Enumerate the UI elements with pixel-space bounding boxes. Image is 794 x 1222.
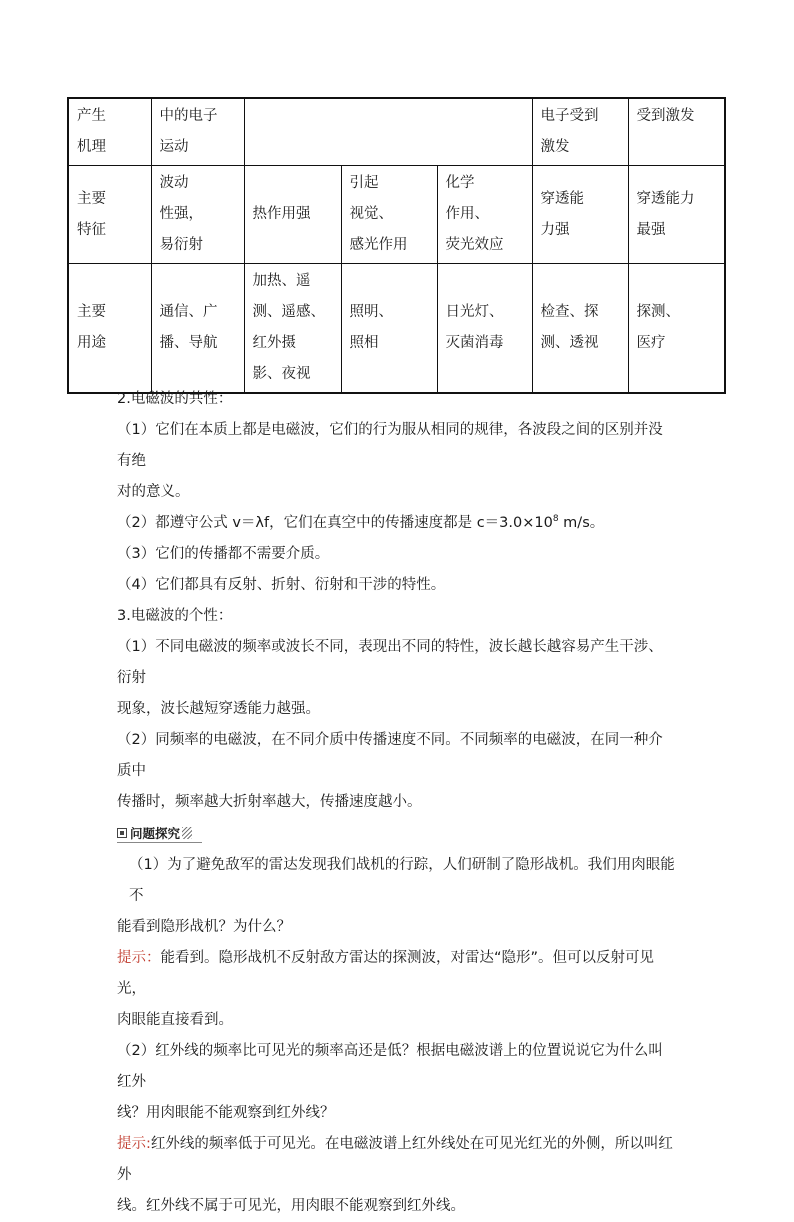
commonality-title: 2.电磁波的共性： <box>117 391 233 407</box>
cell-line: 照相 <box>349 335 379 351</box>
answer-1-label: 提示： <box>117 950 161 966</box>
table-cell <box>437 264 532 394</box>
commonality-1 <box>117 415 677 477</box>
cell-line: 主要 <box>77 304 106 320</box>
cell-line: 电子受到 <box>540 108 599 124</box>
explore-tag-label: 问题探究 <box>130 825 181 841</box>
cell-line: 检查、探 <box>540 304 599 320</box>
cell-line: 中的电子 <box>159 108 218 124</box>
table-cell <box>628 98 725 166</box>
table-cell <box>532 264 628 394</box>
table-row <box>68 264 725 394</box>
em-spectrum-table <box>67 97 726 394</box>
hatch-decoration-icon <box>182 827 192 839</box>
table-cell <box>341 166 437 264</box>
answer-1-text: 能看到。隐形战机不反射敌方雷达的探测波，对雷达“隐形”。但可以反射可见光， <box>117 950 655 997</box>
question-2-cont: 线？用肉眼能不能观察到红外线？ <box>117 1105 335 1121</box>
cell-line: 影、夜视 <box>252 366 311 382</box>
cell-line: 通信、广 <box>159 304 218 320</box>
cell-line: 感光作用 <box>349 237 408 253</box>
table-cell <box>532 98 628 166</box>
cell-line: 性强， <box>159 206 203 222</box>
cell-line: 引起 <box>349 175 379 191</box>
cell-line: 播、导航 <box>159 335 218 351</box>
individuality-title: 3.电磁波的个性： <box>117 608 233 624</box>
answer-1 <box>117 943 677 1005</box>
commonality-1-cont: 对的意义。 <box>117 484 190 500</box>
question-1: （1）为了避免敌军的雷达发现我们战机的行踪，人们研制了隐形战机。我们用肉眼能不 <box>129 857 675 904</box>
cell-line: 用途 <box>77 335 106 351</box>
table-cell <box>244 264 341 394</box>
c2-text: （2）都遵守公式 v＝λf，它们在真空中的传播速度都是 c＝3.0×10 <box>117 515 553 531</box>
cell-line: 穿透能 <box>540 190 585 207</box>
cell-line: 照明、 <box>349 304 393 320</box>
table-cell <box>437 166 532 264</box>
explore-tag <box>117 824 202 843</box>
cell-line: 受到激发 <box>636 108 695 124</box>
question-2: （2）红外线的频率比可见光的频率高还是低？根据电磁波谱上的位置说说它为什么叫红外 <box>117 1043 663 1090</box>
cell-line: 灭菌消毒 <box>445 335 504 351</box>
table-cell <box>68 166 151 264</box>
box-icon <box>117 828 127 838</box>
commonality-3: （3）它们的传播都不需要介质。 <box>117 546 330 562</box>
cell-line: 视觉、 <box>349 206 393 222</box>
c2-unit: m/s。 <box>558 515 605 531</box>
table-cell <box>628 166 725 264</box>
table-cell <box>244 98 532 166</box>
individuality-2-cont: 传播时，频率越大折射率越大，传播速度越小。 <box>117 794 422 810</box>
cell-line: 测、遥感、 <box>252 304 325 320</box>
cell-line: 力强 <box>540 221 570 238</box>
cell-line: 易衍射 <box>159 237 203 253</box>
c1-line1: （1）它们在本质上都是电磁波，它们的行为服从相同的规律，各波段之间的区别并没有绝 <box>117 422 663 469</box>
cell-line: 机理 <box>77 139 106 155</box>
table-row <box>68 166 725 264</box>
cell-line: 医疗 <box>636 335 666 351</box>
question-1-cont: 能看到隐形战机？为什么？ <box>117 919 291 935</box>
answer-2-label: 提示: <box>117 1136 151 1152</box>
cell-line: 特征 <box>77 221 106 238</box>
cell-line: 加热、遥 <box>252 273 311 289</box>
answer-2-cont: 线。红外线不属于可见光，用肉眼不能观察到红外线。 <box>117 1198 465 1214</box>
cell-line: 运动 <box>159 139 189 155</box>
cell-line: 主要 <box>77 190 106 207</box>
table-cell <box>532 166 628 264</box>
answer-2 <box>117 1129 677 1191</box>
main-text <box>117 384 677 1222</box>
cell-line: 荧光效应 <box>445 237 504 253</box>
cell-line: 化学 <box>445 175 475 191</box>
individuality-2: （2）同频率的电磁波，在不同介质中传播速度不同。不同频率的电磁波，在同一种介质中 <box>117 732 663 779</box>
commonality-4: （4）它们都具有反射、折射、衍射和干涉的特性。 <box>117 577 446 593</box>
table-cell <box>68 264 151 394</box>
cell-line: 探测、 <box>636 304 681 320</box>
cell-line: 作用、 <box>445 206 489 222</box>
answer-2-text: 红外线的频率低于可见光。在电磁波谱上红外线处在可见光红光的外侧，所以叫红外 <box>117 1136 673 1183</box>
cell-line: 穿透能力 <box>636 190 695 207</box>
c2-exponent: 8 <box>552 514 559 525</box>
cell-line: 产生 <box>77 108 106 124</box>
cell-line: 测、透视 <box>540 335 599 351</box>
table-cell <box>151 166 244 264</box>
table-cell <box>628 264 725 394</box>
table-cell <box>341 264 437 394</box>
individuality-1-cont: 现象，波长越短穿透能力越强。 <box>117 701 320 717</box>
cell-line: 最强 <box>636 221 666 238</box>
cell-line: 波动 <box>159 175 189 191</box>
cell-line: 红外摄 <box>252 335 296 351</box>
cell-line: 热作用强 <box>252 206 311 222</box>
table-row <box>68 98 725 166</box>
table-cell <box>151 264 244 394</box>
individuality-1: （1）不同电磁波的频率或波长不同，表现出不同的特性，波长越长越容易产生干涉、衍射 <box>117 639 663 686</box>
cell-line: 激发 <box>540 139 570 155</box>
answer-1-cont: 肉眼能直接看到。 <box>117 1012 233 1028</box>
table-cell <box>151 98 244 166</box>
table-cell <box>244 166 341 264</box>
cell-line: 日光灯、 <box>445 304 504 320</box>
table-cell <box>68 98 151 166</box>
commonality-2 <box>117 508 677 539</box>
